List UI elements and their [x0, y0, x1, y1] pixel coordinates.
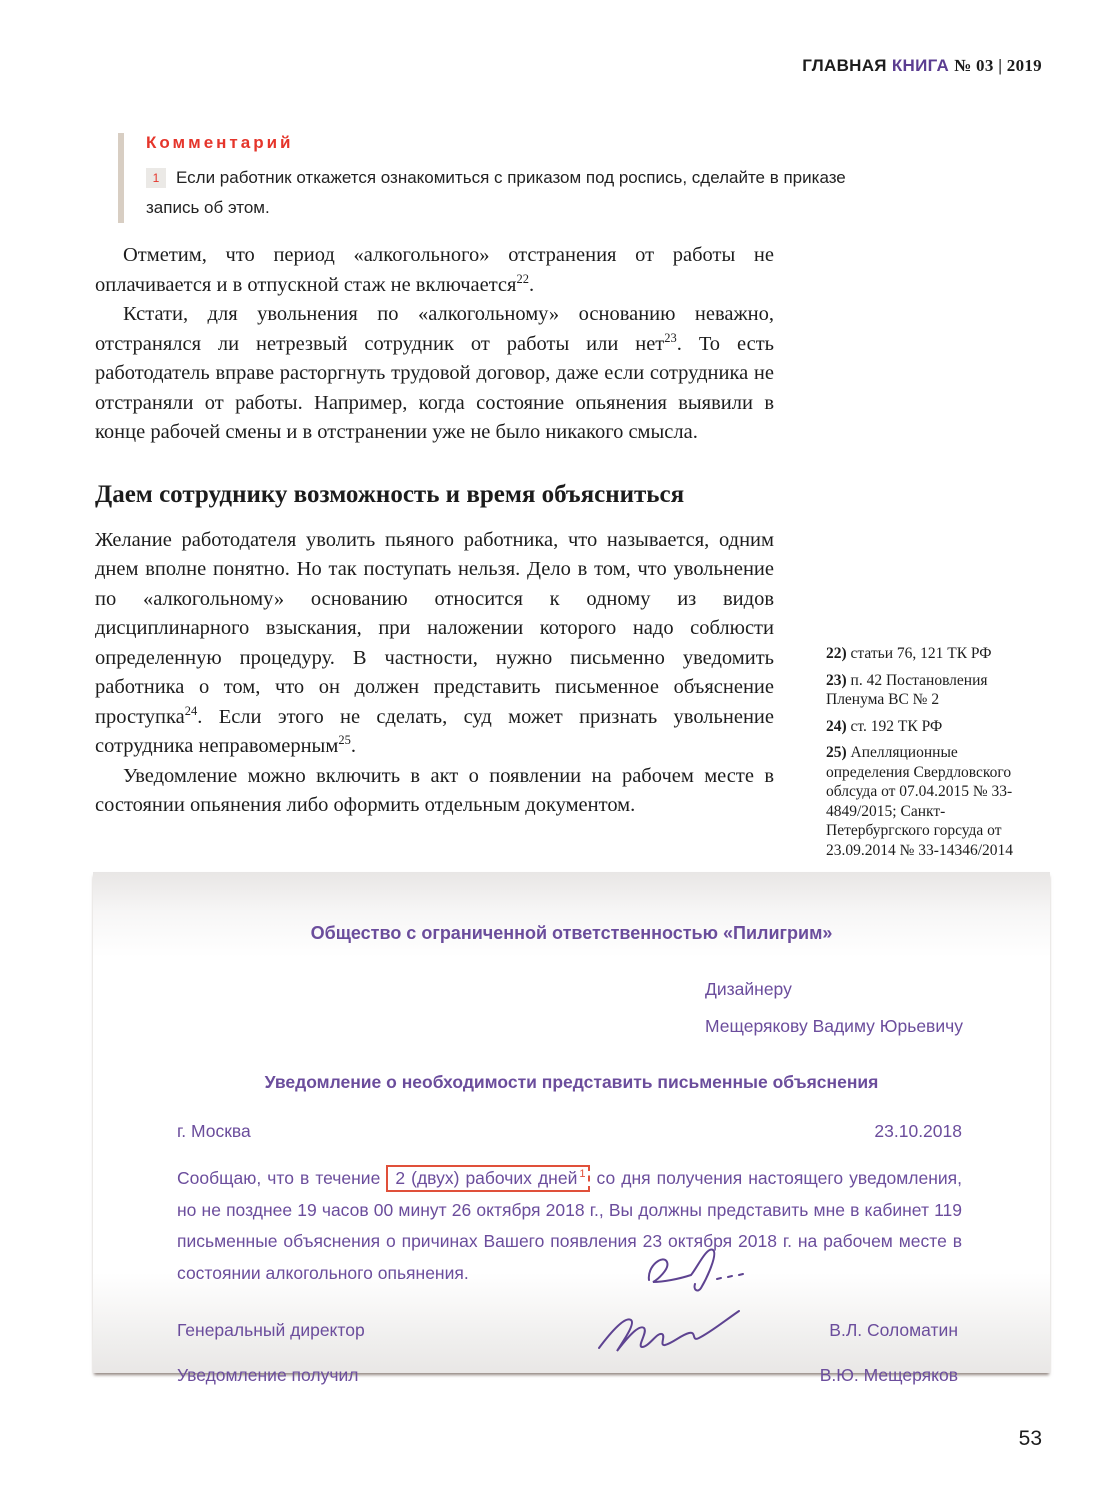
letter-body: Сообщаю, что в течение 2 (двух) рабочих дней $^1$ со дня получения настоящего уведомления, но не позднее 19 часов 00 минут 26 октября 2018 г., Вы должны представить мне в кабинет 119 письменные объяснения о причинах Вашего появления 23 октября 2018 г. на рабочем месте в состоянии алкогольного опьянения.	[93, 1163, 1050, 1289]
letter-date: 23.10.2018	[874, 1121, 962, 1141]
comment-text	[146, 163, 846, 223]
sidebar-footnote: 24) ст. 192 ТК РФ	[826, 717, 943, 735]
sidebar-footnote-number: 24)	[826, 717, 851, 735]
comment-block	[118, 133, 846, 223]
sidebar-footnote-number: 22)	[826, 645, 851, 662]
handwritten-signatures	[541, 1238, 801, 1358]
signature-name-director: В.Л. Соломатин	[829, 1320, 958, 1340]
letter-city: г. Москва	[177, 1121, 251, 1141]
section-heading: Даем сотруднику возможность и время объясниться	[95, 480, 685, 508]
footnote-marker: 1	[146, 168, 166, 188]
signature-stroke-director-dots	[717, 1274, 743, 1279]
sidebar-footnote: 25) Апелляционные определения Свердловского облсуда от 07.04.2015 № 33-4849/2015; Санкт-Петербургского горсуда от 23.09.2014 № 33-14346/2014	[826, 744, 1014, 859]
article-paragraph: Уведомление можно включить в акт о появлении на рабочем месте в состоянии опьянения либо оформить отдельным документом.	[95, 764, 774, 816]
footnote-ref: 25	[338, 733, 351, 748]
article-paragraph: Желание работодателя уволить пьяного работника, что называется, одним днем вполне понятно. Но так поступать нельзя. Дело в том, что увольнение по «алкогольному» основанию относится к одному из видов дисциплинарного взыскания, при наложении которого надо соблюсти определенную процедуру. В частности, нужно письменно уведомить работника о том, что он должен представить письменное объяснение проступка$^{24}$. Если этого не сделать, суд может признать увольнение сотрудника неправомерным$^{25}$.	[95, 528, 774, 757]
footnote-ref: 23	[664, 330, 677, 345]
sidebar-footnote: 23) п. 42 Постановления Пленума ВС № 2	[826, 671, 988, 708]
footnote-ref: 22	[516, 271, 529, 286]
signature-role-director: Генеральный директор	[177, 1320, 365, 1340]
letter-document	[93, 872, 1050, 1385]
article-paragraph: Кстати, для увольнения по «алкогольному» основанию неважно, отстранялся ли нетрезвый сотрудник от работы или нет$^{23}$. То есть работодатель вправе расторгнуть трудовой договор, даже если сотрудника не отстраняли от работы. Например, когда состояние опьянения выявили в конце рабочей смены и в отстранении уже не было никакого смысла.	[95, 303, 775, 443]
sidebar-footnote-number: 23)	[826, 671, 851, 689]
letter-meta-row	[93, 1121, 1050, 1142]
signature-stroke-director	[649, 1250, 714, 1291]
sidebar-footnote-number: 25)	[826, 744, 851, 761]
highlight-redbox: 2 (двух) рабочих дней $^1$	[386, 1165, 590, 1192]
letter-company: Общество с ограниченной ответственностью «Пилигрим»	[310, 923, 833, 943]
article-paragraphs-top	[95, 241, 774, 448]
page-number: 53	[1018, 1427, 1042, 1450]
letter-title: Уведомление о необходимости представить письменные объяснения	[264, 1072, 879, 1092]
masthead-brand-black: ГЛАВНАЯ	[802, 56, 887, 75]
footnote-ref: 24	[184, 703, 198, 718]
letter-addressee	[705, 971, 1050, 1045]
signature-row-employee	[93, 1365, 1050, 1387]
signature-role-employee: Уведомление получил	[177, 1365, 359, 1385]
masthead-brand-purple: КНИГА	[891, 56, 950, 75]
comment-ref: 1	[579, 1168, 586, 1181]
sidebar-footnotes	[826, 644, 1044, 867]
article-paragraph: Отметим, что период «алкогольного» отстранения от работы не оплачивается и в отпускной стаж не включается$^{22}$.	[95, 244, 774, 296]
letter-addressee-line1: Дизайнеру	[705, 979, 792, 999]
letter-addressee-line2: Мещерякову Вадиму Юрьевичу	[705, 1016, 963, 1036]
signature-stroke-employee	[599, 1311, 739, 1351]
sidebar-footnote: 22) статьи 76, 121 ТК РФ	[826, 645, 992, 662]
masthead	[802, 56, 1042, 76]
signature-name-employee: В.Ю. Мещеряков	[819, 1365, 958, 1385]
comment-text-body: Если работник откажется ознакомиться с приказом под роспись, сделайте в приказе запись об этом.	[146, 168, 846, 217]
article-column	[95, 241, 774, 821]
comment-title: Комментарий	[146, 133, 294, 152]
article-paragraphs-bottom	[95, 526, 774, 821]
masthead-issue: № 03 | 2019	[954, 56, 1042, 75]
